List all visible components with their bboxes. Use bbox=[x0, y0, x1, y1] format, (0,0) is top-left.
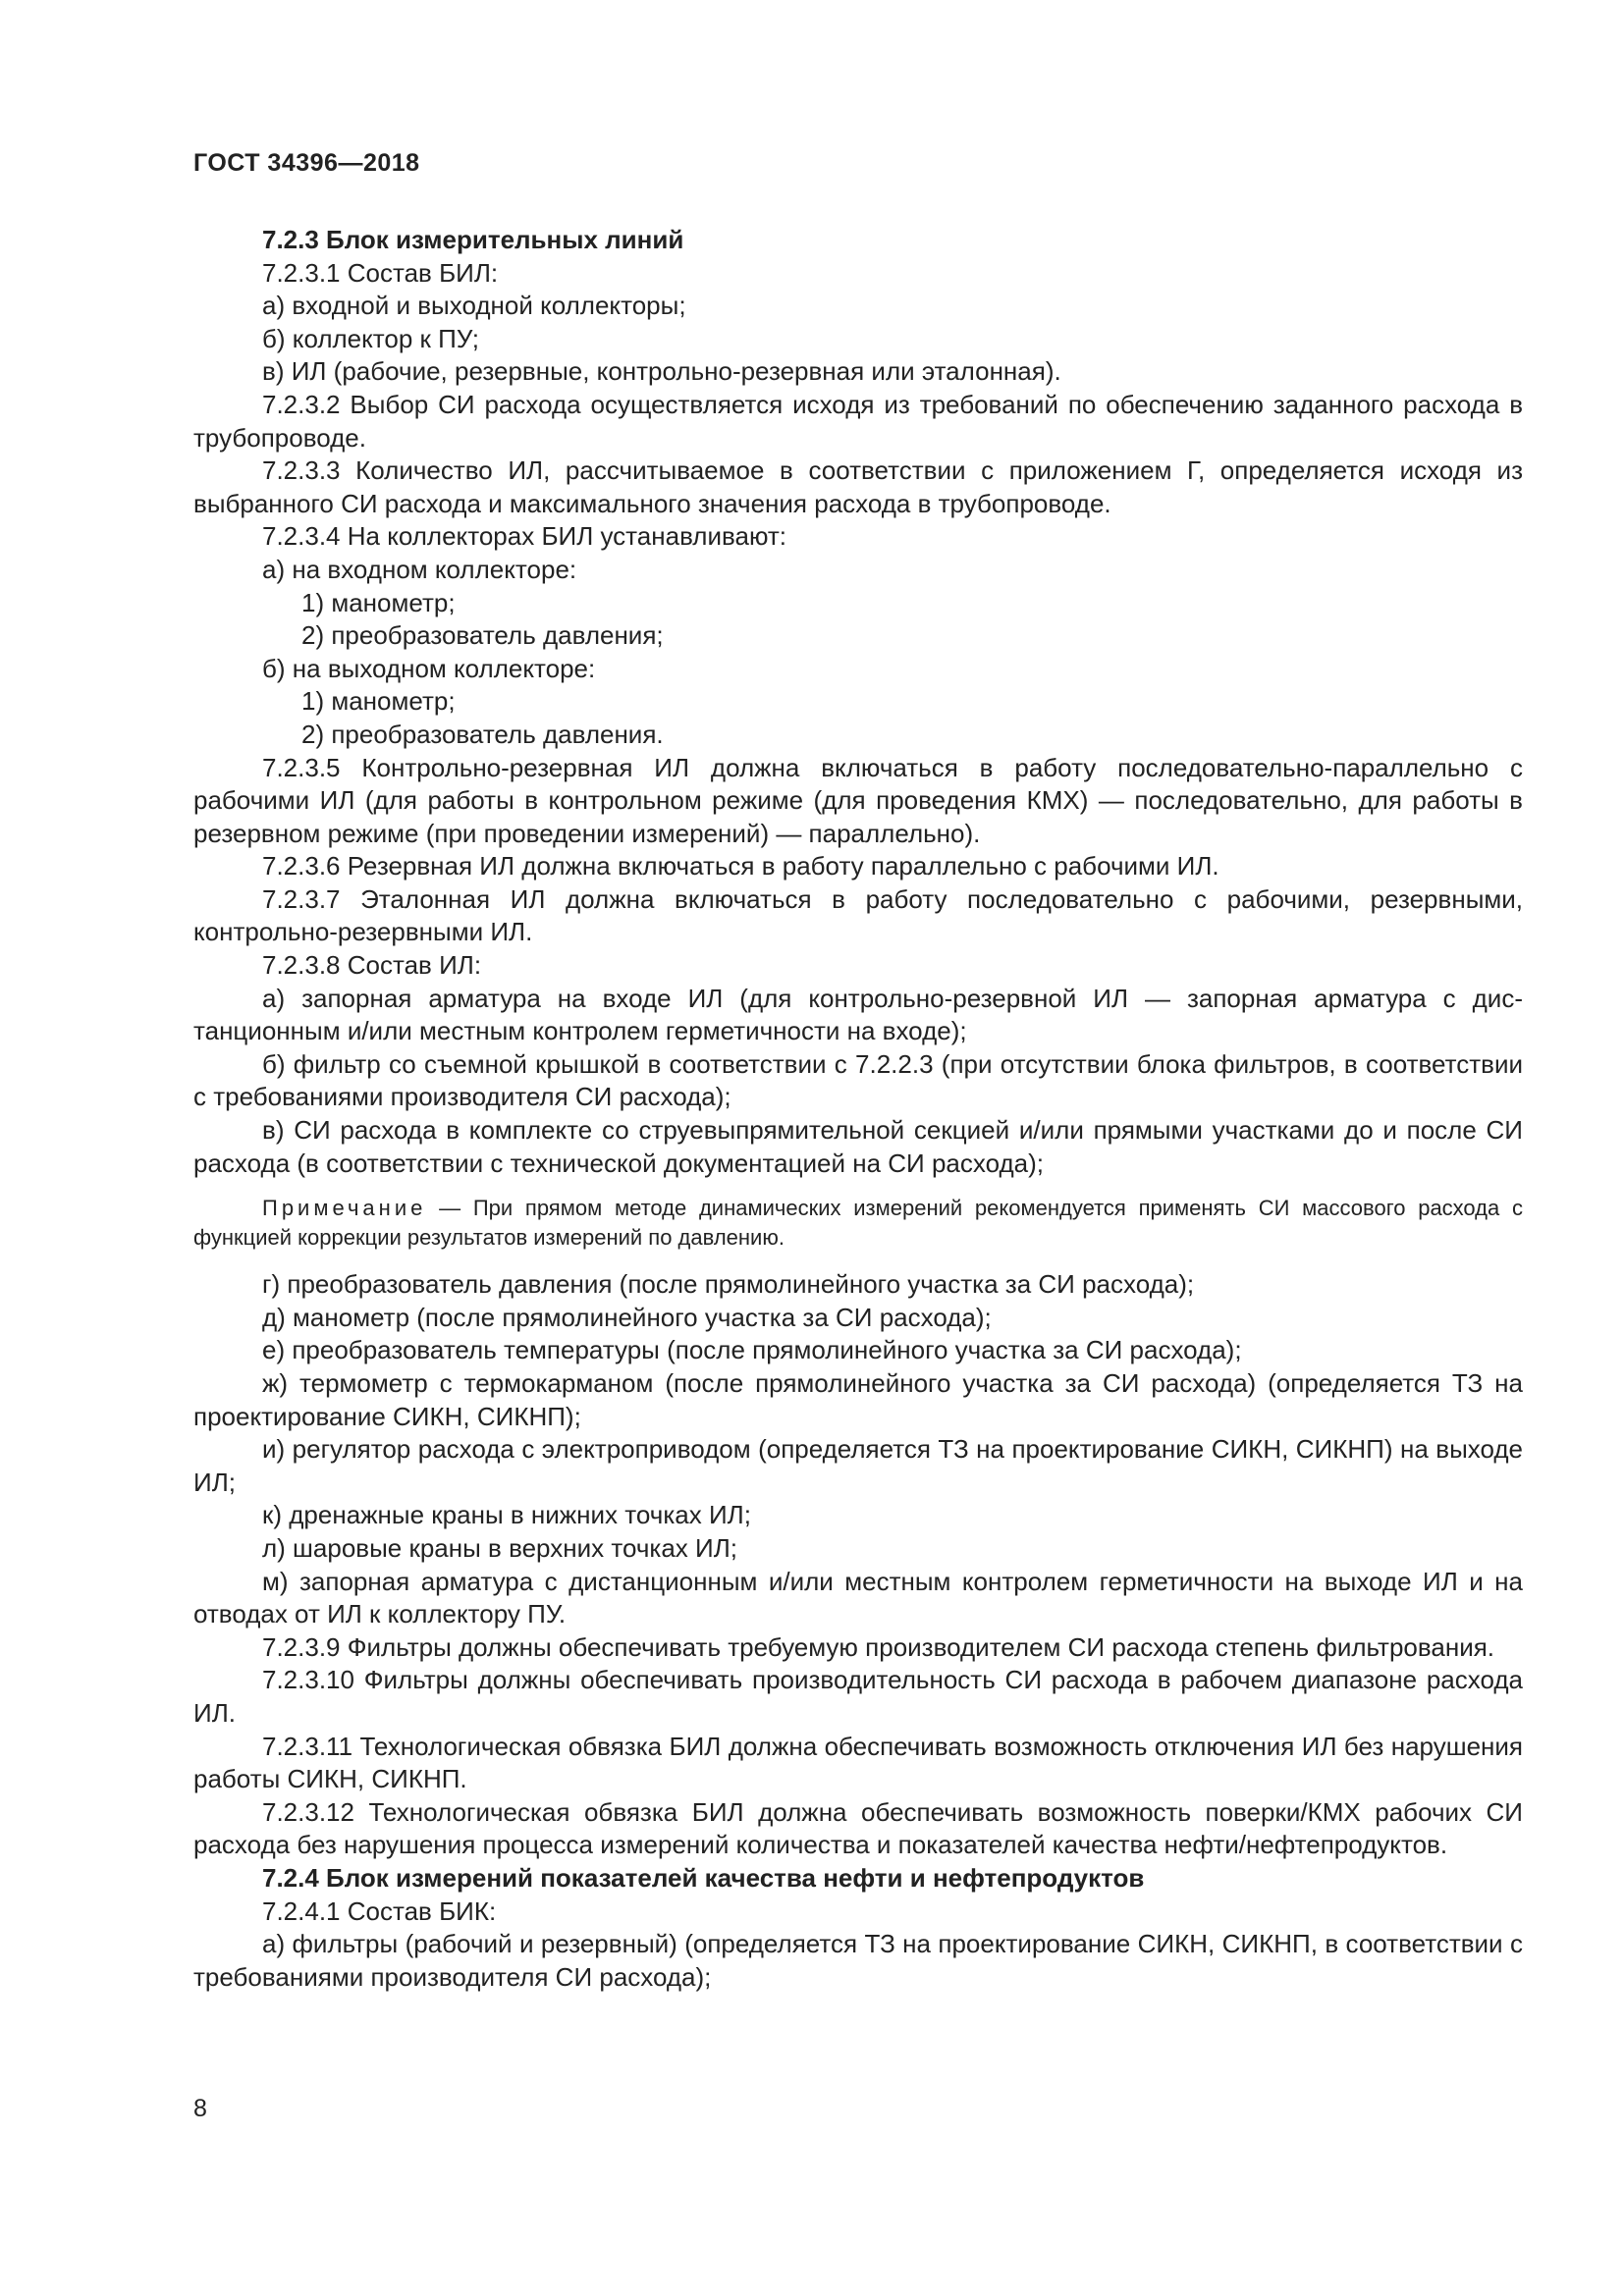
paragraph: м) запорная арматура с дистанционным и/или местным контролем герметичности на выходе ИЛ и на отводах от ИЛ к коллектору ПУ. bbox=[193, 1566, 1523, 1629]
paragraph: а) запорная арматура на входе ИЛ (для контрольно-резервной ИЛ — запорная арматура с дистанционным и/или местным контролем герметичности на входе); bbox=[193, 983, 1523, 1046]
paragraph: л) шаровые краны в верхних точках ИЛ; bbox=[262, 1532, 737, 1563]
paragraph: 7.2.3.4 На коллекторах БИЛ устанавливают: bbox=[262, 521, 787, 552]
note-text: — При прямом методе динамических измерений рекомендуется применять СИ массового расхода с функцией коррекции результатов измерений по давлению. bbox=[193, 1196, 1523, 1251]
paragraph: 7.2.3.10 Фильтры должны обеспечивать производительность СИ расхода в рабочем диапазоне расхода ИЛ. bbox=[193, 1665, 1523, 1728]
paragraph: б) коллектор к ПУ; bbox=[262, 323, 480, 353]
paragraph: ж) термометр с термокарманом (после прямолинейного участка за СИ расхода) (определяется ТЗ на проектирование СИКН, СИКНП); bbox=[193, 1368, 1523, 1431]
paragraph: 7.2.3.8 Состав ИЛ: bbox=[262, 950, 482, 981]
paragraph: б) фильтр со съемной крышкой в соответствии с 7.2.2.3 (при отсутствии блока фильтров, в соответствии с требованиями производителя СИ расхода); bbox=[193, 1048, 1523, 1112]
paragraph: в) ИЛ (рабочие, резервные, контрольно-резервная или эталонная). bbox=[262, 356, 1061, 387]
page-content bbox=[193, 224, 1523, 1994]
paragraph: а) фильтры (рабочий и резервный) (определяется ТЗ на проектирование СИКН, СИКНП, в соответствии с требованиями производителя СИ расхода); bbox=[193, 1929, 1523, 1992]
paragraph: е) преобразователь температуры (после прямолинейного участка за СИ расхода); bbox=[262, 1335, 1242, 1365]
paragraph: 1) манометр; bbox=[301, 686, 456, 717]
paragraph: 7.2.3.6 Резервная ИЛ должна включаться в работу параллельно с рабочими ИЛ. bbox=[262, 851, 1219, 881]
paragraph: 7.2.4.1 Состав БИК: bbox=[262, 1896, 497, 1926]
paragraph: г) преобразователь давления (после прямолинейного участка за СИ расхода); bbox=[262, 1269, 1195, 1300]
paragraph: д) манометр (после прямолинейного участка за СИ расхода); bbox=[262, 1302, 992, 1332]
paragraph: и) регулятор расхода с электроприводом (определяется ТЗ на проектирование СИКН, СИКНП) на выходе ИЛ; bbox=[193, 1434, 1523, 1497]
paragraph: 2) преобразователь давления. bbox=[301, 719, 664, 749]
section-heading: 7.2.4 Блок измерений показателей качества нефти и нефтепродуктов bbox=[262, 1862, 1145, 1893]
note-label: Примечание bbox=[262, 1196, 427, 1221]
paragraph: 7.2.3.2 Выбор СИ расхода осуществляется исходя из требований по обеспечению заданного расхода в трубопроводе. bbox=[193, 389, 1523, 453]
paragraph: 7.2.3.11 Технологическая обвязка БИЛ должна обеспечивать возможность отключения ИЛ без нарушения работы СИКН, СИКНП. bbox=[193, 1731, 1523, 1794]
paragraph: к) дренажные краны в нижних точках ИЛ; bbox=[262, 1500, 751, 1530]
section-heading: 7.2.3 Блок измерительных линий bbox=[262, 225, 684, 254]
paragraph: а) на входном коллекторе: bbox=[262, 554, 577, 584]
paragraph: в) СИ расхода в комплекте со струевыпрямительной секцией и/или прямыми участками до и после СИ расхода (в соответствии с технической документацией на СИ расхода); bbox=[193, 1115, 1523, 1178]
paragraph: 7.2.3.7 Эталонная ИЛ должна включаться в работу последовательно с рабочими, резервными, контрольно-резервными ИЛ. bbox=[193, 883, 1523, 947]
paragraph: 1) манометр; bbox=[301, 587, 456, 617]
paragraph: 7.2.3.3 Количество ИЛ, рассчитываемое в соответствии с приложением Г, определяется исходя из выбранного СИ расхода и максимального значения расхода в трубопроводе. bbox=[193, 455, 1523, 518]
paragraph: а) входной и выходной коллекторы; bbox=[262, 291, 686, 321]
paragraph: 7.2.3.12 Технологическая обвязка БИЛ должна обеспечивать возможность поверки/КМХ рабочих СИ расхода без нарушения процесса измерений количества и показателей качества нефти/нефтепродуктов. bbox=[193, 1796, 1523, 1860]
paragraph: 7.2.3.1 Состав БИЛ: bbox=[262, 257, 499, 288]
page-header-title: ГОСТ 34396—2018 bbox=[193, 149, 420, 177]
paragraph: 2) преобразователь давления; bbox=[301, 620, 664, 651]
paragraph: б) на выходном коллекторе: bbox=[262, 653, 596, 683]
section-7-2-3-part-1 bbox=[193, 224, 1523, 1180]
paragraph: 7.2.3.9 Фильтры должны обеспечивать требуемую производителем СИ расхода степень фильтрования. bbox=[262, 1631, 1495, 1662]
note bbox=[193, 1194, 1523, 1253]
section-7-2-3-part-2 bbox=[193, 1268, 1523, 1994]
page-number: 8 bbox=[193, 2095, 207, 2122]
paragraph: 7.2.3.5 Контрольно-резервная ИЛ должна включаться в работу последовательно-параллельно с рабочими ИЛ (для работы в контрольном режиме (для проведения КМХ) — последовательно, для работы в резервном режиме (при проведении измерений) — параллельно). bbox=[193, 752, 1523, 848]
